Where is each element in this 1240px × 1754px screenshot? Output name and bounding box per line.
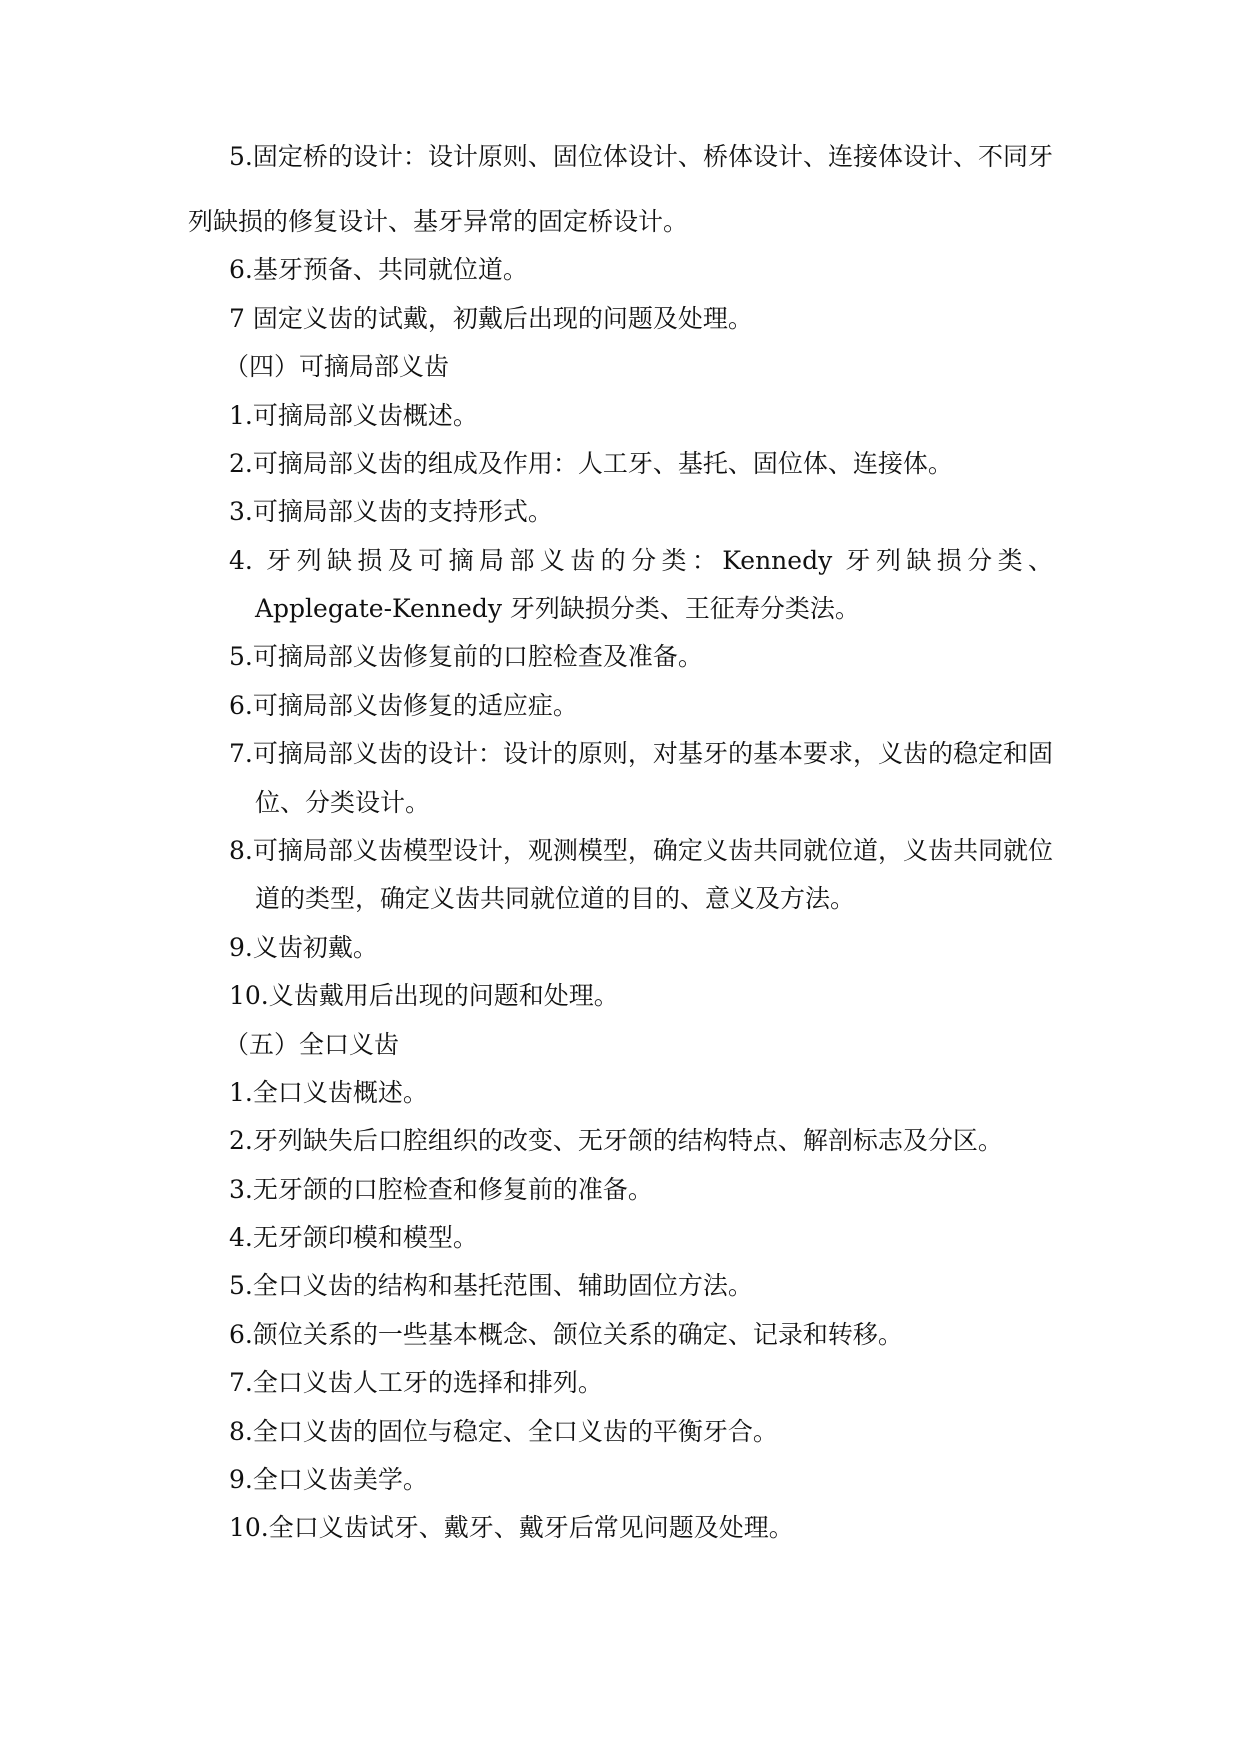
text-line: 3.可摘局部义齿的支持形式。: [229, 497, 553, 526]
text-line: 6.可摘局部义齿修复的适应症。: [229, 691, 578, 720]
text-line: 8.可摘局部义齿模型设计，观测模型，确定义齿共同就位道，义齿共同就位: [229, 836, 1053, 865]
section-heading: （五）全口义齿: [224, 1030, 400, 1059]
text-line: 6.基牙预备、共同就位道。: [229, 255, 528, 284]
text-line: 5.可摘局部义齿修复前的口腔检查及准备。: [229, 642, 703, 671]
text-line: 1.可摘局部义齿概述。: [229, 401, 478, 430]
text-line: 10.义齿戴用后出现的问题和处理。: [229, 981, 619, 1010]
text-line: 8.全口义齿的固位与稳定、全口义齿的平衡牙合。: [229, 1417, 778, 1446]
text-line: 列缺损的修复设计、基牙异常的固定桥设计。: [188, 207, 689, 236]
text-line: 7 固定义齿的试戴，初戴后出现的问题及处理。: [229, 304, 753, 333]
text-line: 3.无牙颌的口腔检查和修复前的准备。: [229, 1175, 653, 1204]
text-line: 2.可摘局部义齿的组成及作用：人工牙、基托、固位体、连接体。: [229, 449, 953, 478]
text-line: 7.全口义齿人工牙的选择和排列。: [229, 1368, 603, 1397]
text-line: 5.全口义齿的结构和基托范围、辅助固位方法。: [229, 1271, 753, 1300]
text-line: 9.全口义齿美学。: [229, 1465, 428, 1494]
text-line: 7.可摘局部义齿的设计：设计的原则，对基牙的基本要求，义齿的稳定和固: [229, 739, 1053, 768]
text-line: 道的类型，确定义齿共同就位道的目的、意义及方法。: [255, 884, 856, 913]
text-line: 4.无牙颌印模和模型。: [229, 1223, 478, 1252]
text-line: 1.全口义齿概述。: [229, 1078, 428, 1107]
section-heading: （四）可摘局部义齿: [224, 352, 450, 381]
text-line: Applegate-Kennedy 牙列缺损分类、王征寿分类法。: [255, 594, 860, 623]
text-line: 2.牙列缺失后口腔组织的改变、无牙颌的结构特点、解剖标志及分区。: [229, 1126, 1003, 1155]
text-line: 9.义齿初戴。: [229, 933, 378, 962]
text-line: 位、分类设计。: [255, 788, 431, 817]
text-line: 5.固定桥的设计：设计原则、固位体设计、桥体设计、连接体设计、不同牙: [229, 142, 1053, 171]
text-line: 10.全口义齿试牙、戴牙、戴牙后常见问题及处理。: [229, 1513, 794, 1542]
text-line: 4. 牙列缺损及可摘局部义齿的分类：Kennedy 牙列缺损分类、: [229, 546, 1053, 575]
text-line: 6.颌位关系的一些基本概念、颌位关系的确定、记录和转移。: [229, 1320, 903, 1349]
